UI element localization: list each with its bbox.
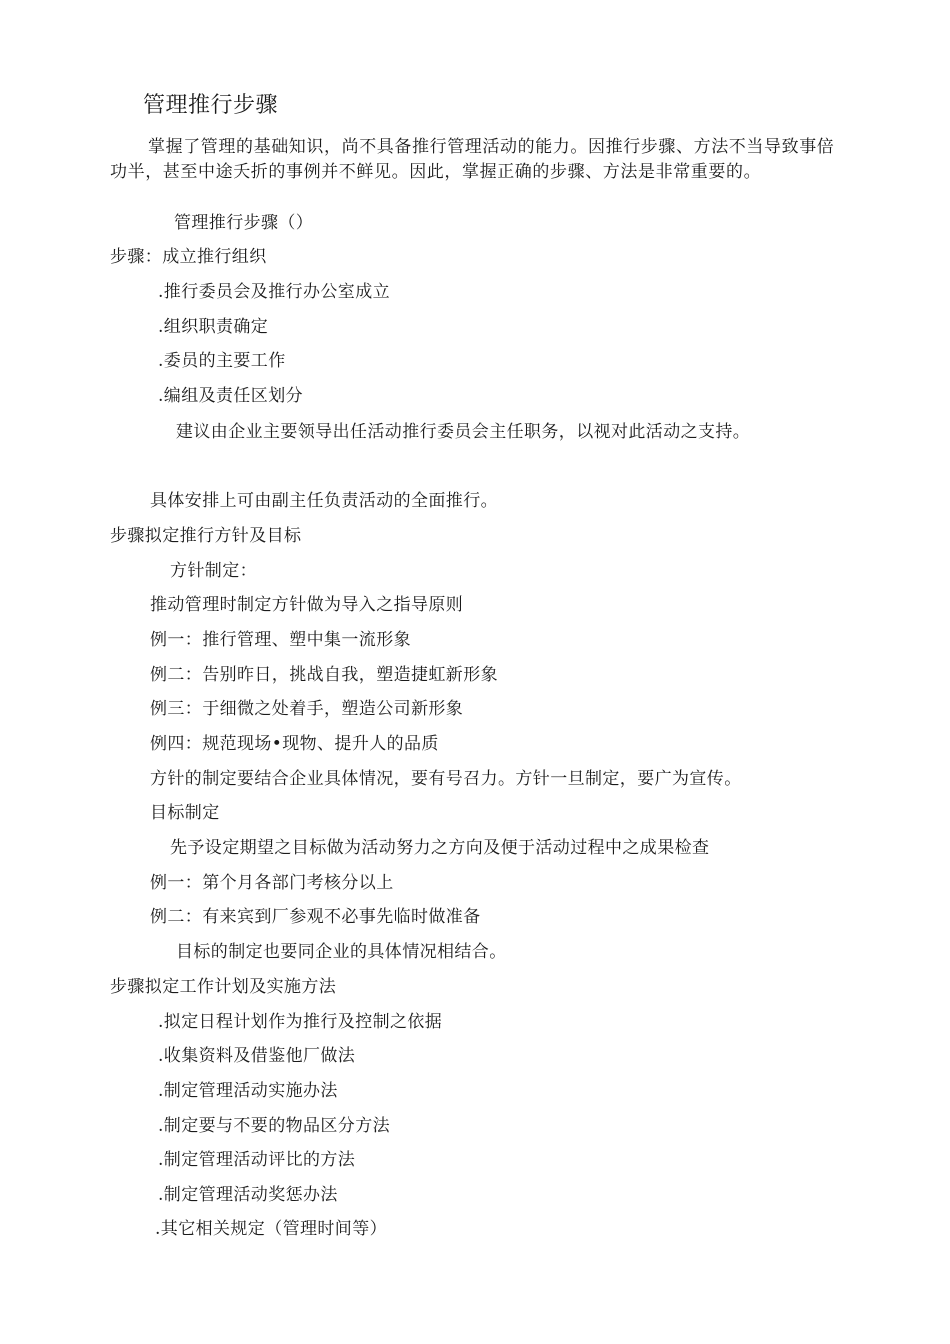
- policy-example: 例二：告别昨日，挑战自我，塑造捷虹新形象: [150, 665, 498, 685]
- subtitle: 管理推行步骤（）: [174, 213, 314, 233]
- step3-item: .制定要与不要的物品区分方法: [158, 1116, 391, 1136]
- step1-item: .委员的主要工作: [158, 351, 286, 371]
- step3-item: .制定管理活动实施办法: [158, 1081, 338, 1101]
- goal-example: 例一：第个月各部门考核分以上: [150, 873, 394, 893]
- step3-item: .收集资料及借鉴他厂做法: [158, 1046, 356, 1066]
- step1-note: 建议由企业主要领导出任活动推行委员会主任职务，以视对此活动之支持。: [176, 422, 751, 442]
- goal-note: 目标的制定也要同企业的具体情况相结合。: [176, 942, 507, 962]
- step3-item: .拟定日程计划作为推行及控制之依据: [158, 1012, 443, 1032]
- step1-item: .编组及责任区划分: [158, 386, 304, 406]
- policy-note: 方针的制定要结合企业具体情况，要有号召力。方针一旦制定，要广为宣传。: [150, 769, 742, 789]
- goal-example: 例二：有来宾到厂参观不必事先临时做准备: [150, 907, 481, 927]
- step1-item: .组织职责确定: [158, 317, 269, 337]
- policy-description: 推动管理时制定方针做为导入之指导原则: [150, 595, 464, 615]
- page-title: 管理推行步骤: [143, 93, 279, 118]
- step3-item: .制定管理活动评比的方法: [158, 1150, 356, 1170]
- policy-example: 例一：推行管理、塑中集一流形象: [150, 630, 411, 650]
- intro-paragraph: 掌握了管理的基础知识，尚不具备推行管理活动的能力。因推行步骤、方法不当导致事倍功半，甚至中途夭折的事例并不鲜见。因此，掌握正确的步骤、方法是非常重要的。: [110, 137, 835, 182]
- goal-description: 先予设定期望之目标做为活动努力之方向及便于活动过程中之成果检查: [170, 838, 710, 858]
- step1-note: 具体安排上可由副主任负责活动的全面推行。: [150, 491, 498, 511]
- step1-item: .推行委员会及推行办公室成立: [158, 282, 391, 302]
- step3-heading: 步骤拟定工作计划及实施方法: [110, 977, 337, 997]
- policy-example: 例三：于细微之处着手，塑造公司新形象: [150, 699, 464, 719]
- goal-label: 目标制定: [150, 803, 220, 823]
- step3-item: .制定管理活动奖惩办法: [158, 1185, 338, 1205]
- policy-label: 方针制定：: [170, 561, 257, 581]
- step1-heading: 步骤：成立推行组织: [110, 247, 267, 267]
- policy-example: 例四：规范现场•现物、提升人的品质: [150, 734, 439, 754]
- step2-heading: 步骤拟定推行方针及目标: [110, 526, 302, 546]
- step3-item: .其它相关规定（管理时间等）: [155, 1219, 388, 1239]
